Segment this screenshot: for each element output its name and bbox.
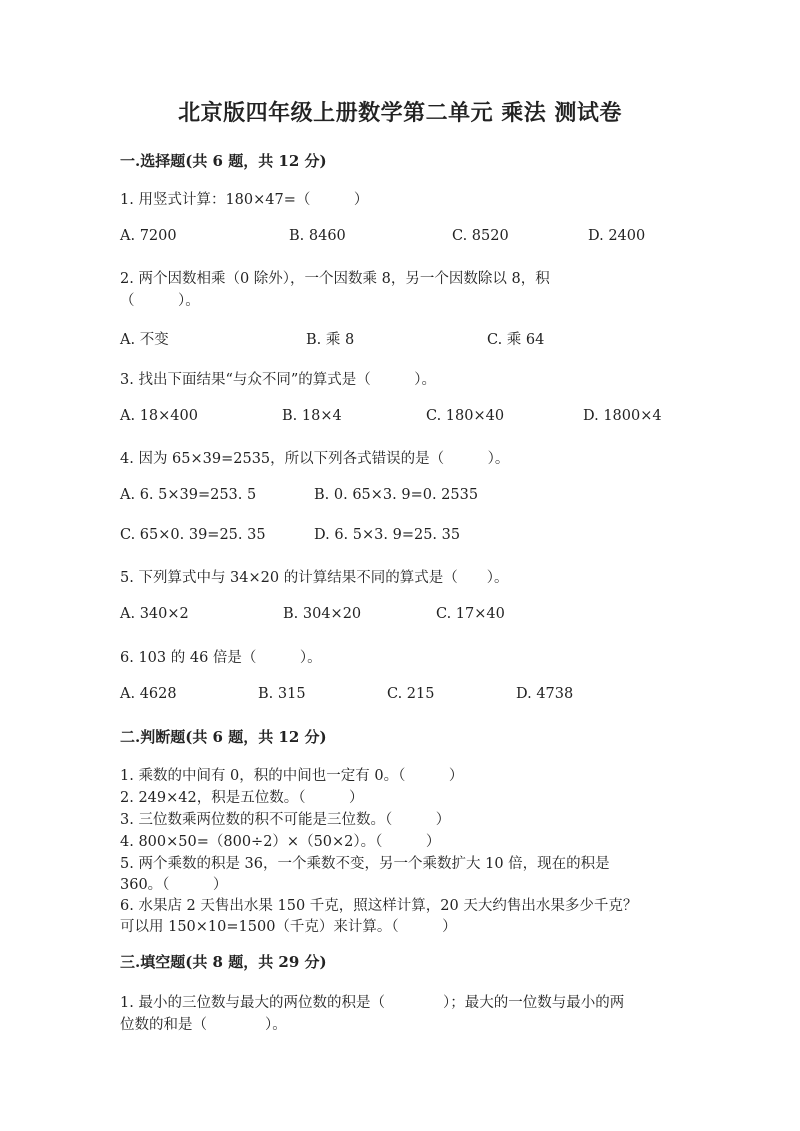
option-1c: C. 8520 — [452, 228, 509, 244]
judge-line-3: 3. 三位数乘两位数的积不可能是三位数。（ ） — [120, 812, 451, 828]
option-4d: D. 6. 5×3. 9=25. 35 — [314, 527, 461, 543]
option-1b: B. 8460 — [289, 228, 346, 244]
judge-line-2: 2. 249×42，积是五位数。（ ） — [120, 790, 364, 806]
option-1d: D. 2400 — [588, 228, 646, 244]
option-4c: C. 65×0. 39=25. 35 — [120, 527, 266, 543]
judge-line-5: 5. 两个乘数的积是 36，一个乘数不变，另一个乘数扩大 10 倍，现在的积是 — [120, 856, 610, 872]
question-4: 4. 因为 65×39=2535，所以下列各式错误的是（ ）。 — [120, 451, 510, 467]
option-6c: C. 215 — [387, 686, 435, 702]
option-2b: B. 乘 8 — [306, 332, 355, 348]
question-2-line-1: 2. 两个因数相乘（0 除外），一个因数乘 8，另一个因数除以 8，积 — [120, 271, 550, 287]
option-4a: A. 6. 5×39=253. 5 — [120, 487, 257, 503]
fill-line-2: 位数的和是（ ）。 — [120, 1017, 287, 1033]
question-1: 1. 用竖式计算：180×47=（ ） — [120, 192, 369, 208]
option-6a: A. 4628 — [120, 686, 177, 702]
judge-line-7: 6. 水果店 2 天售出水果 150 千克，照这样计算，20 天大约售出水果多少千克？ — [120, 898, 638, 914]
option-3b: B. 18×4 — [282, 408, 342, 424]
question-3: 3. 找出下面结果“与众不同”的算式是（ ）。 — [120, 372, 437, 388]
fill-line-1: 1. 最小的三位数与最大的两位数的积是（ ）；最大的一位数与最小的两 — [120, 995, 625, 1011]
option-2a: A. 不变 — [120, 332, 169, 348]
option-4b: B. 0. 65×3. 9=0. 2535 — [314, 487, 479, 503]
option-5c: C. 17×40 — [436, 606, 505, 622]
page-title: 北京版四年级上册数学第二单元 乘法 测试卷 — [178, 100, 622, 126]
question-5: 5. 下列算式中与 34×20 的计算结果不同的算式是（ ）。 — [120, 570, 509, 586]
section-heading-fill: 三.填空题(共 8 题，共 29 分) — [120, 953, 327, 971]
option-3d: D. 1800×4 — [583, 408, 662, 424]
option-6d: D. 4738 — [516, 686, 574, 702]
judge-line-4: 4. 800×50=（800÷2）×（50×2）。（ ） — [120, 834, 441, 850]
option-1a: A. 7200 — [120, 228, 177, 244]
option-6b: B. 315 — [258, 686, 306, 702]
judge-line-6: 360。（ ） — [120, 877, 228, 893]
option-5a: A. 340×2 — [120, 606, 189, 622]
section-heading-choice: 一.选择题(共 6 题，共 12 分) — [120, 152, 327, 170]
question-2-line-2: （ ）。 — [120, 293, 200, 309]
judge-line-1: 1. 乘数的中间有 0，积的中间也一定有 0。（ ） — [120, 768, 464, 784]
question-6: 6. 103 的 46 倍是（ ）。 — [120, 650, 322, 666]
option-3a: A. 18×400 — [120, 408, 198, 424]
option-2c: C. 乘 64 — [487, 332, 545, 348]
section-heading-judge: 二.判断题(共 6 题，共 12 分) — [120, 728, 327, 746]
judge-line-8: 可以用 150×10=1500（千克）来计算。（ ） — [120, 919, 457, 935]
option-3c: C. 180×40 — [426, 408, 505, 424]
option-5b: B. 304×20 — [283, 606, 362, 622]
